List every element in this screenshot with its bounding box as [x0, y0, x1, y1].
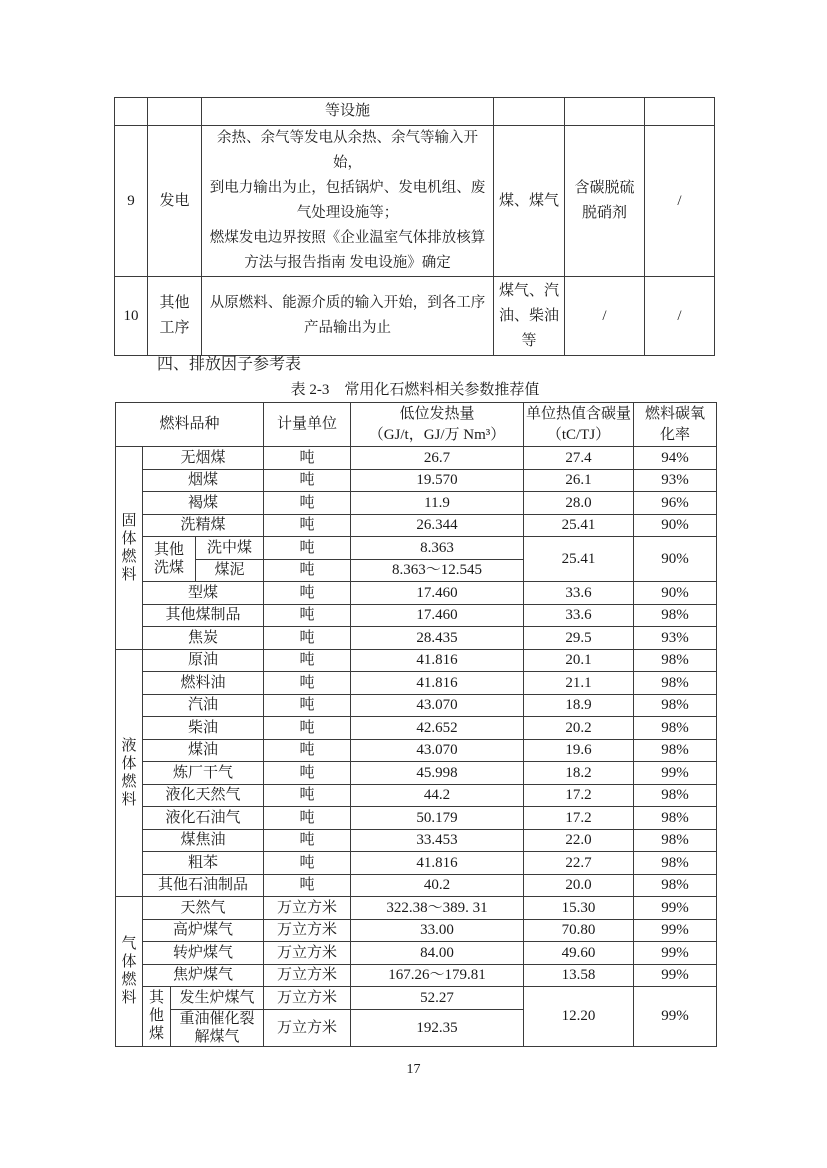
- carbon-cell: 25.41: [524, 514, 634, 537]
- empty-cell: [645, 98, 715, 126]
- oxidation-cell: 93%: [634, 627, 717, 650]
- unit-cell: 万立方米: [264, 1009, 351, 1046]
- heat-cell: 52.27: [351, 987, 524, 1010]
- table-row: [116, 492, 717, 515]
- heat-cell: 8.363～12.545: [351, 559, 524, 582]
- heat-cell: 43.070: [351, 694, 524, 717]
- oxidation-cell: 90%: [634, 582, 717, 605]
- unit-cell: 吨: [264, 739, 351, 762]
- oxidation-cell: 98%: [634, 604, 717, 627]
- carbon-cell: 19.6: [524, 739, 634, 762]
- heat-cell: 17.460: [351, 604, 524, 627]
- carbon-cell: 33.6: [524, 582, 634, 605]
- carbon-cell: 21.1: [524, 672, 634, 695]
- table-row: [116, 919, 717, 942]
- fuel-name-cell: 焦炭: [143, 627, 264, 650]
- table-caption: 表 2-3 常用化石燃料相关参数推荐值: [290, 382, 540, 398]
- oxidation-cell: 99%: [634, 897, 717, 920]
- heat-cell: 45.998: [351, 762, 524, 785]
- header-heat: 低位发热量 （GJ/t，GJ/万 Nm³）: [351, 403, 524, 447]
- boundary-cell: 余热、余气等发电从余热、余气等输入开始， 到电力输出为止，包括锅炉、发电机组、废 气处理设施等； 燃煤发电边界按照《企业温室气体排放核算 方法与报告指南 发电设施》确定: [202, 126, 494, 277]
- oxidation-cell: 98%: [634, 717, 717, 740]
- boundary-cell: 等设施: [202, 98, 494, 126]
- heat-cell: 50.179: [351, 807, 524, 830]
- carbon-cell: 28.0: [524, 492, 634, 515]
- table-row: [116, 874, 717, 897]
- oxidation-cell: 96%: [634, 492, 717, 515]
- table-row: [116, 514, 717, 537]
- fuel-name-cell: 液化天然气: [143, 784, 264, 807]
- unit-cell: 吨: [264, 762, 351, 785]
- oxidation-cell: 99%: [634, 919, 717, 942]
- fuel-name-cell: 型煤: [143, 582, 264, 605]
- heat-cell: 192.35: [351, 1009, 524, 1046]
- table-row: [116, 807, 717, 830]
- unit-cell: 吨: [264, 852, 351, 875]
- header-carbon: 单位热值含碳量 （tC/TJ）: [524, 403, 634, 447]
- empty-cell: [148, 98, 202, 126]
- heat-cell: 26.7: [351, 447, 524, 470]
- empty-cell: [565, 98, 645, 126]
- table-row: [116, 604, 717, 627]
- carbon-cell: 29.5: [524, 627, 634, 650]
- carbon-cell: 26.1: [524, 469, 634, 492]
- fuel-name-cell: 液化石油气: [143, 807, 264, 830]
- heat-cell: 41.816: [351, 852, 524, 875]
- fuels-cell: 煤气、汽 油、柴油 等: [494, 277, 565, 356]
- row-number-cell: 9: [115, 126, 148, 277]
- table-row: [115, 277, 715, 356]
- carbon-cell: 22.0: [524, 829, 634, 852]
- fuel-name-cell: 褐煤: [143, 492, 264, 515]
- table-row: [116, 942, 717, 965]
- heat-cell: 33.453: [351, 829, 524, 852]
- heat-cell: 8.363: [351, 537, 524, 560]
- carbon-cell: 49.60: [524, 942, 634, 965]
- table-row: [116, 694, 717, 717]
- header-row: [116, 403, 717, 447]
- heat-cell: 40.2: [351, 874, 524, 897]
- carbon-cell: 22.7: [524, 852, 634, 875]
- carbon-cell: 13.58: [524, 964, 634, 987]
- heat-cell: 167.26～179.81: [351, 964, 524, 987]
- unit-cell: 吨: [264, 874, 351, 897]
- table-row: [115, 126, 715, 277]
- carbon-cell: 17.2: [524, 784, 634, 807]
- empty-cell: [494, 98, 565, 126]
- heat-cell: 42.652: [351, 717, 524, 740]
- header-oxidation: 燃料碳氧 化率: [634, 403, 717, 447]
- carbon-cell: 15.30: [524, 897, 634, 920]
- unit-cell: 吨: [264, 469, 351, 492]
- oxidation-cell: 93%: [634, 469, 717, 492]
- group-label-gas: 气 体 燃 料: [116, 897, 143, 1047]
- table-row: [116, 717, 717, 740]
- page-number: 17: [406, 1062, 421, 1077]
- table-row: [116, 964, 717, 987]
- oxidation-cell: 99%: [634, 942, 717, 965]
- unit-cell: 吨: [264, 807, 351, 830]
- oxidation-cell: 98%: [634, 874, 717, 897]
- fuel-name-cell: 原油: [143, 649, 264, 672]
- header-fuel: 燃料品种: [116, 403, 264, 447]
- unit-cell: 吨: [264, 649, 351, 672]
- table-row: [116, 649, 717, 672]
- fuel-name-cell: 焦炉煤气: [143, 964, 264, 987]
- carbon-cell: 17.2: [524, 807, 634, 830]
- unit-cell: 吨: [264, 447, 351, 470]
- boundary-cell: 从原燃料、能源介质的输入开始，到各工序 产品输出为止: [202, 277, 494, 356]
- unit-cell: 万立方米: [264, 897, 351, 920]
- carbon-cell: 70.80: [524, 919, 634, 942]
- heat-cell: 43.070: [351, 739, 524, 762]
- process-name-cell: 发电: [148, 126, 202, 277]
- oxidation-cell: 98%: [634, 807, 717, 830]
- fuel-name-cell: 洗中煤: [196, 537, 264, 560]
- heat-cell: 28.435: [351, 627, 524, 650]
- fuel-name-cell: 烟煤: [143, 469, 264, 492]
- unit-cell: 万立方米: [264, 942, 351, 965]
- fuel-name-cell: 其他煤制品: [143, 604, 264, 627]
- heat-cell: 11.9: [351, 492, 524, 515]
- table-row: [116, 537, 717, 560]
- section-heading: 四、排放因子参考表: [157, 356, 302, 373]
- empty-cell: [115, 98, 148, 126]
- fuel-name-cell: 煤泥: [196, 559, 264, 582]
- oxidation-cell: 90%: [634, 537, 717, 582]
- other-cell: /: [645, 126, 715, 277]
- fuel-name-cell: 洗精煤: [143, 514, 264, 537]
- unit-cell: 吨: [264, 717, 351, 740]
- table-row: [116, 897, 717, 920]
- fuel-name-cell: 其他石油制品: [143, 874, 264, 897]
- unit-cell: 万立方米: [264, 919, 351, 942]
- oxidation-cell: 98%: [634, 694, 717, 717]
- fuel-name-cell: 天然气: [143, 897, 264, 920]
- unit-cell: 吨: [264, 514, 351, 537]
- carbon-cell: 20.2: [524, 717, 634, 740]
- heat-cell: 44.2: [351, 784, 524, 807]
- process-boundary-table: [114, 97, 715, 356]
- oxidation-cell: 98%: [634, 649, 717, 672]
- fuel-name-cell: 发生炉煤气: [171, 987, 264, 1010]
- fuel-name-cell: 转炉煤气: [143, 942, 264, 965]
- subgroup-label-other-gas: 其 他 煤: [143, 987, 171, 1047]
- fuel-name-cell: 炼厂干气: [143, 762, 264, 785]
- carbon-cell: 25.41: [524, 537, 634, 582]
- carbon-cell: 20.1: [524, 649, 634, 672]
- other-cell: /: [645, 277, 715, 356]
- group-label-liquid: 液 体 燃 料: [116, 649, 143, 897]
- fuel-name-cell: 煤油: [143, 739, 264, 762]
- heat-cell: 19.570: [351, 469, 524, 492]
- oxidation-cell: 99%: [634, 964, 717, 987]
- table-row: [116, 987, 717, 1010]
- unit-cell: 吨: [264, 627, 351, 650]
- unit-cell: 吨: [264, 784, 351, 807]
- process-name-cell: 其他 工序: [148, 277, 202, 356]
- heat-cell: 84.00: [351, 942, 524, 965]
- row-number-cell: 10: [115, 277, 148, 356]
- fuel-name-cell: 柴油: [143, 717, 264, 740]
- fuel-name-cell: 燃料油: [143, 672, 264, 695]
- unit-cell: 吨: [264, 537, 351, 560]
- oxidation-cell: 98%: [634, 784, 717, 807]
- unit-cell: 吨: [264, 582, 351, 605]
- oxidation-cell: 98%: [634, 829, 717, 852]
- oxidation-cell: 98%: [634, 852, 717, 875]
- table-row: [116, 852, 717, 875]
- carbon-cell: 20.0: [524, 874, 634, 897]
- header-unit: 计量单位: [264, 403, 351, 447]
- carbon-cell: 12.20: [524, 987, 634, 1047]
- oxidation-cell: 94%: [634, 447, 717, 470]
- fuel-parameter-table: [115, 402, 717, 1047]
- table-row: [116, 762, 717, 785]
- group-label-solid: 固 体 燃 料: [116, 447, 143, 650]
- heat-cell: 41.816: [351, 672, 524, 695]
- fuels-cell: 煤、煤气: [494, 126, 565, 277]
- materials-cell: 含碳脱硫 脱硝剂: [565, 126, 645, 277]
- unit-cell: 吨: [264, 559, 351, 582]
- subgroup-label-other-washed: 其他 洗煤: [143, 537, 196, 582]
- fuel-name-cell: 高炉煤气: [143, 919, 264, 942]
- unit-cell: 吨: [264, 694, 351, 717]
- table-row: [116, 627, 717, 650]
- table-row: [116, 784, 717, 807]
- oxidation-cell: 99%: [634, 762, 717, 785]
- heat-cell: 26.344: [351, 514, 524, 537]
- carbon-cell: 27.4: [524, 447, 634, 470]
- materials-cell: /: [565, 277, 645, 356]
- oxidation-cell: 99%: [634, 987, 717, 1047]
- unit-cell: 万立方米: [264, 987, 351, 1010]
- carbon-cell: 18.2: [524, 762, 634, 785]
- table-row: [116, 582, 717, 605]
- unit-cell: 吨: [264, 604, 351, 627]
- fuel-name-cell: 无烟煤: [143, 447, 264, 470]
- table-row: [116, 829, 717, 852]
- fuel-name-cell: 煤焦油: [143, 829, 264, 852]
- table-row: [116, 447, 717, 470]
- unit-cell: 吨: [264, 672, 351, 695]
- heat-cell: 17.460: [351, 582, 524, 605]
- oxidation-cell: 98%: [634, 672, 717, 695]
- table-row: [116, 469, 717, 492]
- fuel-name-cell: 重油催化裂 解煤气: [171, 1009, 264, 1046]
- heat-cell: 33.00: [351, 919, 524, 942]
- unit-cell: 吨: [264, 492, 351, 515]
- unit-cell: 吨: [264, 829, 351, 852]
- heat-cell: 322.38～389. 31: [351, 897, 524, 920]
- table-row: [115, 98, 715, 126]
- fuel-name-cell: 粗苯: [143, 852, 264, 875]
- carbon-cell: 33.6: [524, 604, 634, 627]
- table-row: [116, 672, 717, 695]
- unit-cell: 万立方米: [264, 964, 351, 987]
- oxidation-cell: 98%: [634, 739, 717, 762]
- fuel-name-cell: 汽油: [143, 694, 264, 717]
- heat-cell: 41.816: [351, 649, 524, 672]
- oxidation-cell: 90%: [634, 514, 717, 537]
- table-row: [116, 739, 717, 762]
- carbon-cell: 18.9: [524, 694, 634, 717]
